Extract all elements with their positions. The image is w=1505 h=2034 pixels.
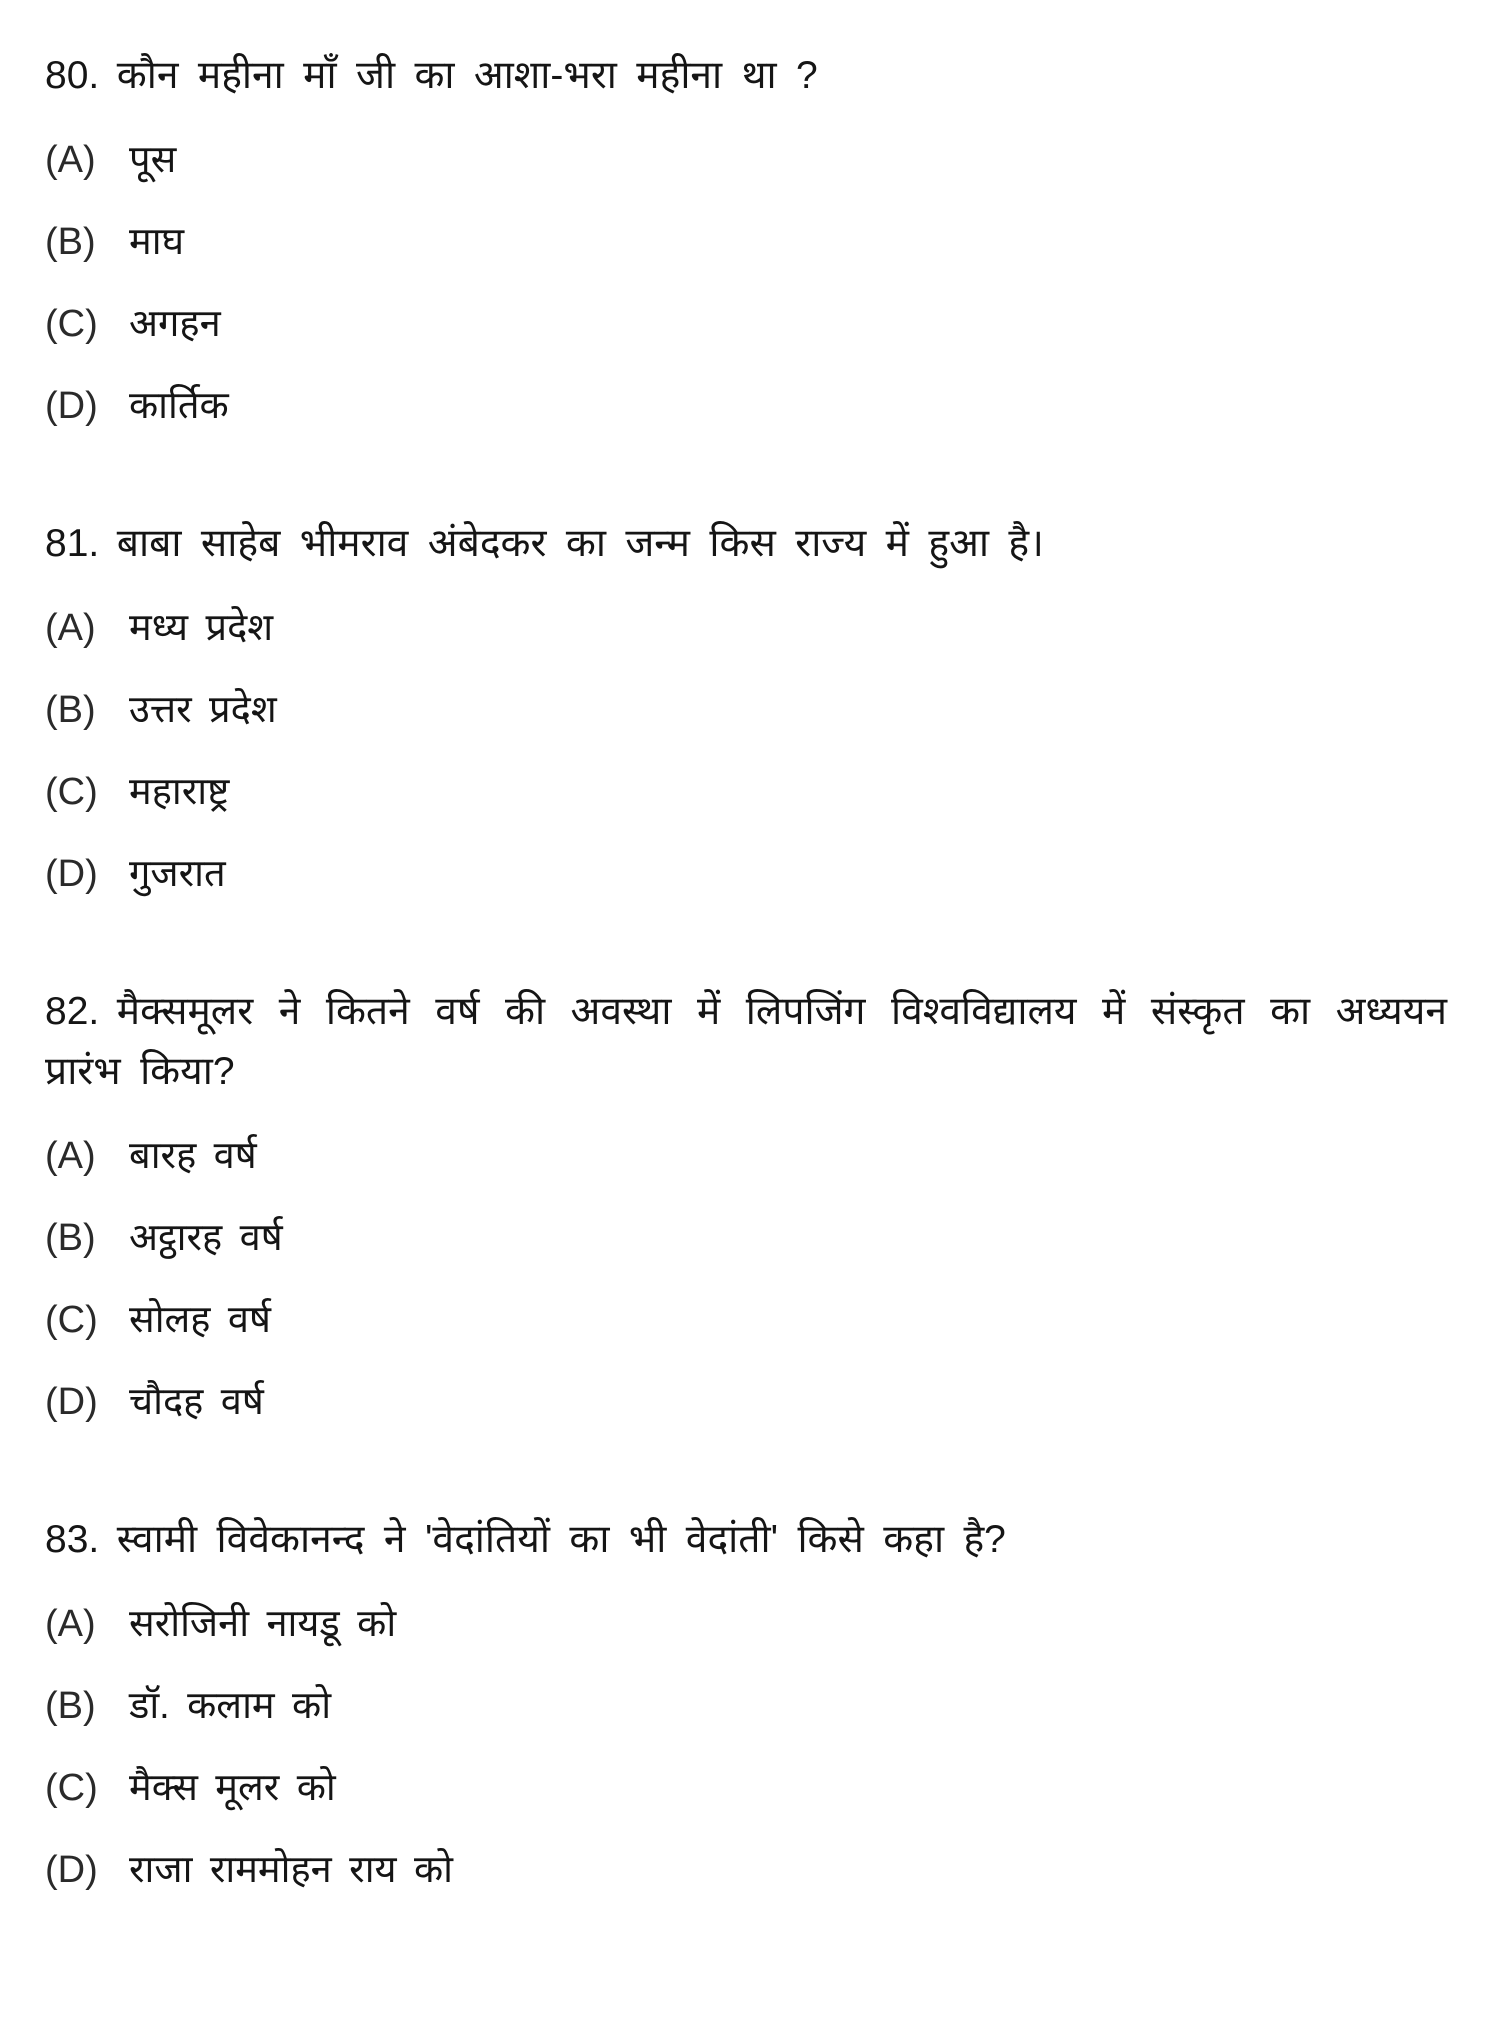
option-c-text: अगहन	[129, 303, 221, 345]
option-a-letter: (A)	[45, 139, 96, 181]
option-a-text: बारह वर्ष	[129, 1135, 257, 1177]
question-81-body: बाबा साहेब भीमराव अंबेदकर का जन्म किस राज्य में हुआ है।	[116, 522, 1044, 565]
option-b-text: अट्ठारह वर्ष	[129, 1217, 283, 1259]
option-a-text: पूस	[129, 139, 177, 181]
question-83-text	[45, 1510, 1447, 1570]
question-83-option-a	[45, 1596, 1447, 1652]
question-81-number: 81.	[45, 522, 100, 565]
option-b-letter: (B)	[45, 1217, 96, 1259]
question-80-option-a	[45, 132, 1447, 188]
question-80	[45, 46, 1447, 434]
question-81	[45, 514, 1447, 902]
option-c-letter: (C)	[45, 771, 98, 813]
question-81-text	[45, 514, 1447, 574]
option-b-text: माघ	[129, 221, 185, 263]
option-a-letter: (A)	[45, 1603, 96, 1645]
option-c-text: महाराष्ट्र	[129, 771, 230, 813]
question-80-option-b	[45, 214, 1447, 270]
option-d-letter: (D)	[45, 853, 98, 895]
question-82-option-a	[45, 1128, 1447, 1184]
option-c-letter: (C)	[45, 1299, 98, 1341]
question-82-body: मैक्समूलर ने कितने वर्ष की अवस्था में लिपजिंग विश्वविद्यालय में संस्कृत का अध्ययन प्रारंभ किया?	[45, 990, 1447, 1093]
option-b-text: डॉ. कलाम को	[129, 1685, 332, 1727]
option-d-text: कार्तिक	[129, 385, 229, 427]
question-80-text	[45, 46, 1447, 106]
question-81-option-d	[45, 846, 1447, 902]
option-c-letter: (C)	[45, 303, 98, 345]
question-82-option-d	[45, 1374, 1447, 1430]
question-80-body: कौन महीना माँ जी का आशा-भरा महीना था ?	[116, 54, 818, 97]
option-d-letter: (D)	[45, 385, 98, 427]
option-b-text: उत्तर प्रदेश	[129, 689, 277, 731]
option-c-letter: (C)	[45, 1767, 98, 1809]
question-83-option-d	[45, 1842, 1447, 1898]
question-80-option-d	[45, 378, 1447, 434]
question-82-option-c	[45, 1292, 1447, 1348]
question-82	[45, 982, 1447, 1430]
option-a-text: सरोजिनी नायडू को	[129, 1603, 397, 1645]
question-83-number: 83.	[45, 1518, 100, 1561]
question-80-number: 80.	[45, 54, 100, 97]
option-d-text: गुजरात	[129, 853, 226, 895]
option-a-letter: (A)	[45, 607, 96, 649]
question-80-option-c	[45, 296, 1447, 352]
option-c-text: मैक्स मूलर को	[129, 1767, 336, 1809]
option-d-letter: (D)	[45, 1381, 98, 1423]
question-83-body: स्वामी विवेकानन्द ने 'वेदांतियों का भी वेदांती' किसे कहा है?	[116, 1518, 1006, 1561]
question-82-option-b	[45, 1210, 1447, 1266]
option-c-text: सोलह वर्ष	[129, 1299, 271, 1341]
option-b-letter: (B)	[45, 689, 96, 731]
option-a-letter: (A)	[45, 1135, 96, 1177]
question-83-option-b	[45, 1678, 1447, 1734]
question-83-option-c	[45, 1760, 1447, 1816]
question-81-option-c	[45, 764, 1447, 820]
question-81-option-b	[45, 682, 1447, 738]
option-b-letter: (B)	[45, 1685, 96, 1727]
option-a-text: मध्य प्रदेश	[129, 607, 274, 649]
question-paper-page	[45, 46, 1447, 1898]
option-d-letter: (D)	[45, 1849, 98, 1891]
option-d-text: चौदह वर्ष	[129, 1381, 264, 1423]
option-d-text: राजा राममोहन राय को	[129, 1849, 454, 1891]
question-82-number: 82.	[45, 990, 100, 1033]
option-b-letter: (B)	[45, 221, 96, 263]
question-81-option-a	[45, 600, 1447, 656]
question-83	[45, 1510, 1447, 1898]
question-82-text	[45, 982, 1447, 1102]
